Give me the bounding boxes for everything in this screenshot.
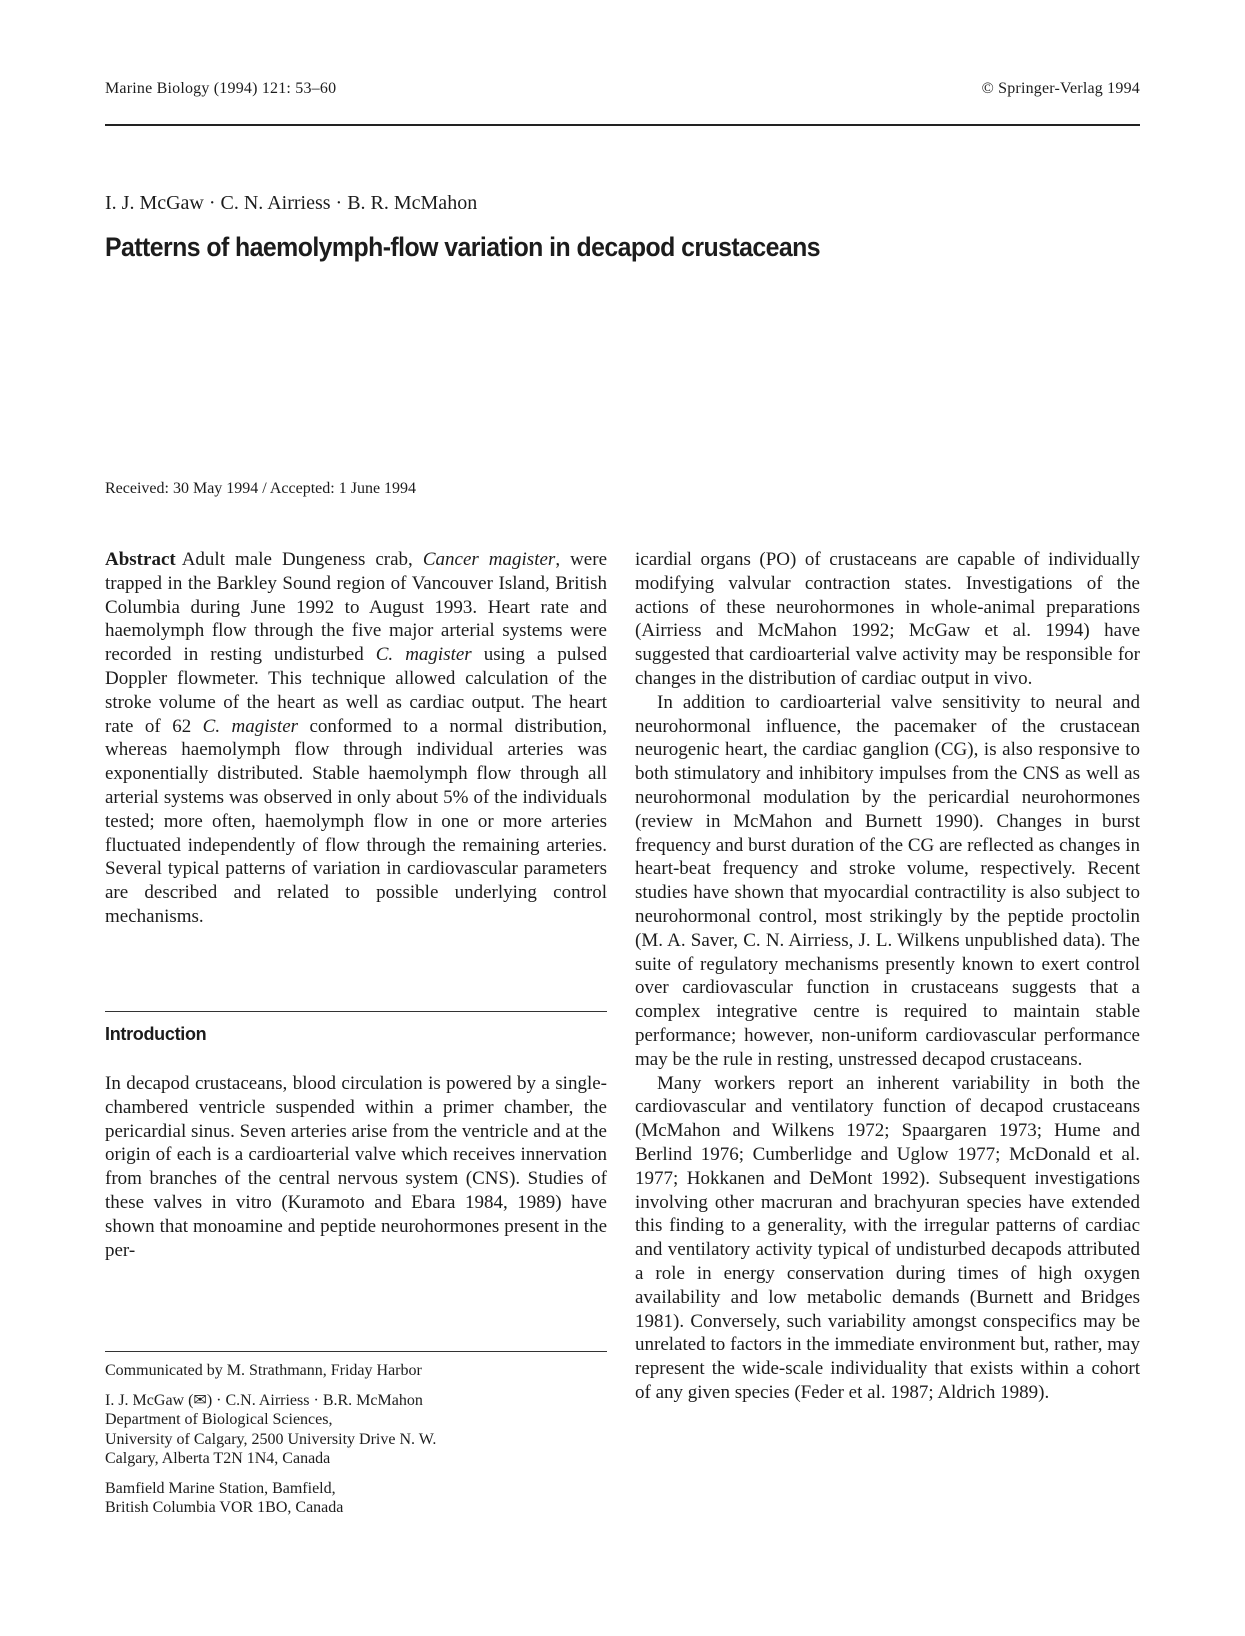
right-column <box>635 548 1140 1405</box>
abstract-text-3: using a pulsed Doppler flowmeter. This technique allowed calculation of the stroke volume of the heart as well as cardiac output. The heart rate of 62 <box>105 644 607 737</box>
article-title: Patterns of haemolymph-flow variation in decapod crustaceans <box>105 232 821 262</box>
marine-station-address: British Columbia VOR 1BO, Canada <box>105 1499 344 1516</box>
species-name: C. magister <box>375 644 472 666</box>
city-address: Calgary, Alberta T2N 1N4, Canada <box>105 1450 331 1467</box>
abstract-text-2: , were trapped in the Barkley Sound region of Vancouver Island, British Columbia during June 1992 to August 1993. Heart rate and haemolymph flow through the five major arterial systems were recorded in resting undisturbed <box>105 549 608 666</box>
abstract-label: Abstract <box>105 549 176 570</box>
species-name: Cancer magister <box>422 549 556 570</box>
section-rule <box>105 1011 607 1012</box>
body-paragraph: icardial organs (PO) of crustaceans are capable of individually modifying valvular contraction states. Investigations of the actions of these neurohormones in whole-animal preparations (Airriess and McMahon 1992; McGaw et al. 1994) have suggested that cardioarterial valve activity may be responsible for changes in the distribution of cardiac output in vivo. <box>635 549 1140 689</box>
university-address: University of Calgary, 2500 University Drive N. W. <box>105 1430 437 1448</box>
author-list: I. J. McGaw · C. N. Airriess · B. R. McMahon <box>105 192 478 214</box>
abstract-text-1: Adult male Dungeness crab, <box>181 549 423 570</box>
species-name: C. magister <box>202 715 299 737</box>
section-heading-introduction: Introduction <box>105 1024 207 1044</box>
copyright-notice: © Springer-Verlag 1994 <box>981 80 1140 97</box>
marine-station: Bamfield Marine Station, Bamfield, <box>105 1479 336 1497</box>
body-paragraph: In addition to cardioarterial valve sensitivity to neural and neurohormonal influence, the pacemaker of the crustacean neurogenic heart, the cardiac ganglion (CG), is also responsive to both stimulatory and inhibitory impulses from the CNS as well as neurohormonal modulation by the pericardial neurohormones (review in McMahon and Burnett 1990). Changes in burst frequency and burst duration of the CG are reflected as changes in heart-beat frequency and stroke volume, respectively. Recent studies have shown that myocardial contractility is also subject to neurohormonal control, most strikingly by the peptide proctolin (M. A. Saver, C. N. Airriess, J. L. Wilkens unpublished data). The suite of regulatory mechanisms presently known to exert control over cardiovascular function in crustaceans suggests that a complex integrative centre is required to maintain stable performance; however, non-uniform cardiovascular performance may be the rule in resting, unstressed decapod crustaceans. <box>635 691 1140 1070</box>
footnotes <box>105 1361 607 1518</box>
department: Department of Biological Sciences, <box>105 1411 333 1428</box>
header-rule <box>105 124 1140 126</box>
abstract <box>105 548 607 929</box>
corresponding-authors: I. J. McGaw (✉) · C.N. Airriess · B.R. McMahon <box>105 1391 423 1409</box>
communicated-by: Communicated by M. Strathmann, Friday Harbor <box>105 1362 422 1379</box>
received-dates: Received: 30 May 1994 / Accepted: 1 June 1994 <box>105 480 417 497</box>
abstract-text-4: conformed to a normal distribution, whereas haemolymph flow through individual arteries was exponentially distributed. Stable haemolymph flow through all arterial systems was observed in only about 5% of the individuals tested; more often, haemolymph flow in one or more arteries fluctuated independently of flow through the remaining arteries. Several typical patterns of variation in cardiovascular parameters are described and related to possible underlying control mechanisms. <box>105 715 607 927</box>
footnote-rule <box>105 1351 607 1352</box>
journal-citation: Marine Biology (1994) 121: 53–60 <box>105 80 337 97</box>
introduction-paragraph: In decapod crustaceans, blood circulation is powered by a single-chambered ventricle suspended within a primer chamber, the pericardial sinus. Seven arteries arise from the ventricle and at the origin of each is a cardioarterial valve which receives innervation from branches of the central nervous system (CNS). Studies of these valves in vitro (Kuramoto and Ebara 1984, 1989) have shown that monoamine and peptide neurohormones present in the per- <box>105 1073 607 1261</box>
body-paragraph: Many workers report an inherent variability in both the cardiovascular and ventilatory function of decapod crustaceans (McMahon and Wilkens 1972; Spaargaren 1973; Hume and Berlind 1976; Cumberlidge and Uglow 1977; McDonald et al. 1977; Hokkanen and DeMont 1992). Subsequent investigations involving other macruran and brachyuran species have extended this finding to a generality, with the irregular patterns of cardiac and ventilatory activity typical of undisturbed decapods attributed a role in energy conservation during times of high oxygen availability and low metabolic demands (Burnett and Bridges 1981). Conversely, such variability amongst conspecifics may be unrelated to factors in the immediate environment but, rather, may represent the wide-scale individuality that exists within a cohort of any given species (Feder et al. 1987; Aldrich 1989). <box>635 1072 1140 1403</box>
